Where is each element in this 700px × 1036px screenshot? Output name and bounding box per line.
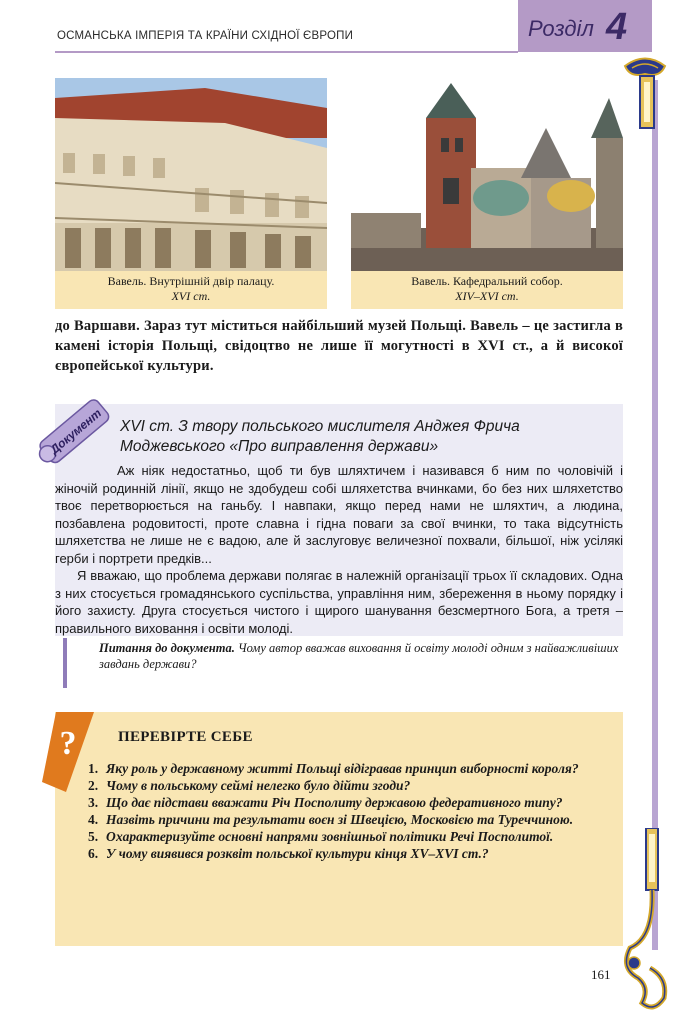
celtic-ornament-icon: [620, 56, 670, 136]
caption-cathedral: [351, 271, 623, 309]
question-text: [99, 640, 619, 672]
document-scroll-icon: [30, 396, 120, 468]
photo-courtyard: [55, 78, 327, 271]
document-paragraph-2: Я вважаю, що проблема держави полягає в належній організації трьох її складових. Одна з них стосується громадянського суспільства, управління ним, збереження в ньому порядку і його захисту. Друга стосується чистого і щирого шанування безсмертного Бога, а третя – правильного виховання і освіти молоді.: [55, 568, 623, 636]
list-item: 2. Чому в польському сеймі нелегко було дійти згоди?: [88, 778, 411, 793]
running-title: ОСМАНСЬКА ІМПЕРІЯ ТА КРАЇНИ СХІДНОЇ ЄВРОПИ: [57, 30, 354, 42]
question-body: Чому автор вважав виховання й освіту молоді одним з найважливіших завдань держави?: [99, 641, 619, 671]
header-rule: [55, 51, 518, 53]
caption-cathedral-title: Вавель. Кафедральний собор.: [411, 274, 563, 288]
document-text: [55, 462, 623, 637]
caption-courtyard-date: XVI ст.: [171, 289, 211, 303]
page-number: 161: [591, 967, 611, 982]
body-paragraph: до Варшави. Зараз тут міститься найбільший музей Польщі. Вавель – це застигла в камені історія Польщі, свідоцтво не лише її могутності в XVI ст., а й високої європейської культури.: [55, 318, 623, 374]
section-number: 4: [606, 6, 628, 48]
section-label: Розділ: [528, 16, 594, 41]
celtic-ornament-bottom-icon: [620, 828, 672, 1018]
list-item: 5. Охарактеризуйте основні напрями зовнішньої політики Речі Посполитої.: [88, 829, 554, 844]
side-bar: [652, 80, 658, 950]
question-bar: [63, 638, 67, 688]
list-item: 6. У чому виявився розквіт польської культури кінця XV–XVI ст.?: [88, 846, 489, 861]
list-item: 1. Яку роль у державному житті Польщі відігравав принцип виборності короля?: [88, 761, 579, 776]
document-title: XVI ст. З твору польського мислителя Анджея Фрича Моджевського «Про виправлення держави»: [120, 418, 520, 455]
list-item: 3. Що дає підстави вважати Річ Посполиту державою федеративного типу?: [88, 795, 563, 810]
document-label: Документ: [47, 405, 105, 457]
check-yourself-list: [88, 760, 598, 862]
section-tab: [518, 0, 652, 52]
question-mark-glyph: ?: [59, 725, 77, 762]
document-question: [55, 638, 623, 688]
photo-cathedral: [351, 78, 623, 271]
question-mark-icon: [42, 712, 94, 792]
question-label: Питання до документа.: [99, 641, 235, 655]
caption-cathedral-date: XIV–XVI ст.: [455, 289, 519, 303]
caption-courtyard-title: Вавель. Внутрішній двір палацу.: [107, 274, 275, 288]
caption-courtyard: [55, 271, 327, 309]
check-yourself-title: ПЕРЕВІРТЕ СЕБЕ: [118, 729, 253, 745]
document-paragraph-1: Аж ніяк недостатньо, щоб ти був шляхтичем і називався б ним по чоловічій і жіночій родинній лінії, якщо не здобудеш собі шляхетства вчинками, бо без них шляхетство твоє перетворюється на ганьбу. І навпаки, якщо перед нами не шляхтич, а людина, позбавлена родовитості, проте славна і гідна поваги за свої вчинки, то така відсутність шляхетства не лише не є вадою, але й заслуговує величезної похвали, більшої, ніж усілякі герби і портрети предків...: [55, 463, 623, 566]
list-item: 4. Назвіть причини та результати воєн зі Швецією, Московією та Туреччиною.: [88, 812, 574, 827]
